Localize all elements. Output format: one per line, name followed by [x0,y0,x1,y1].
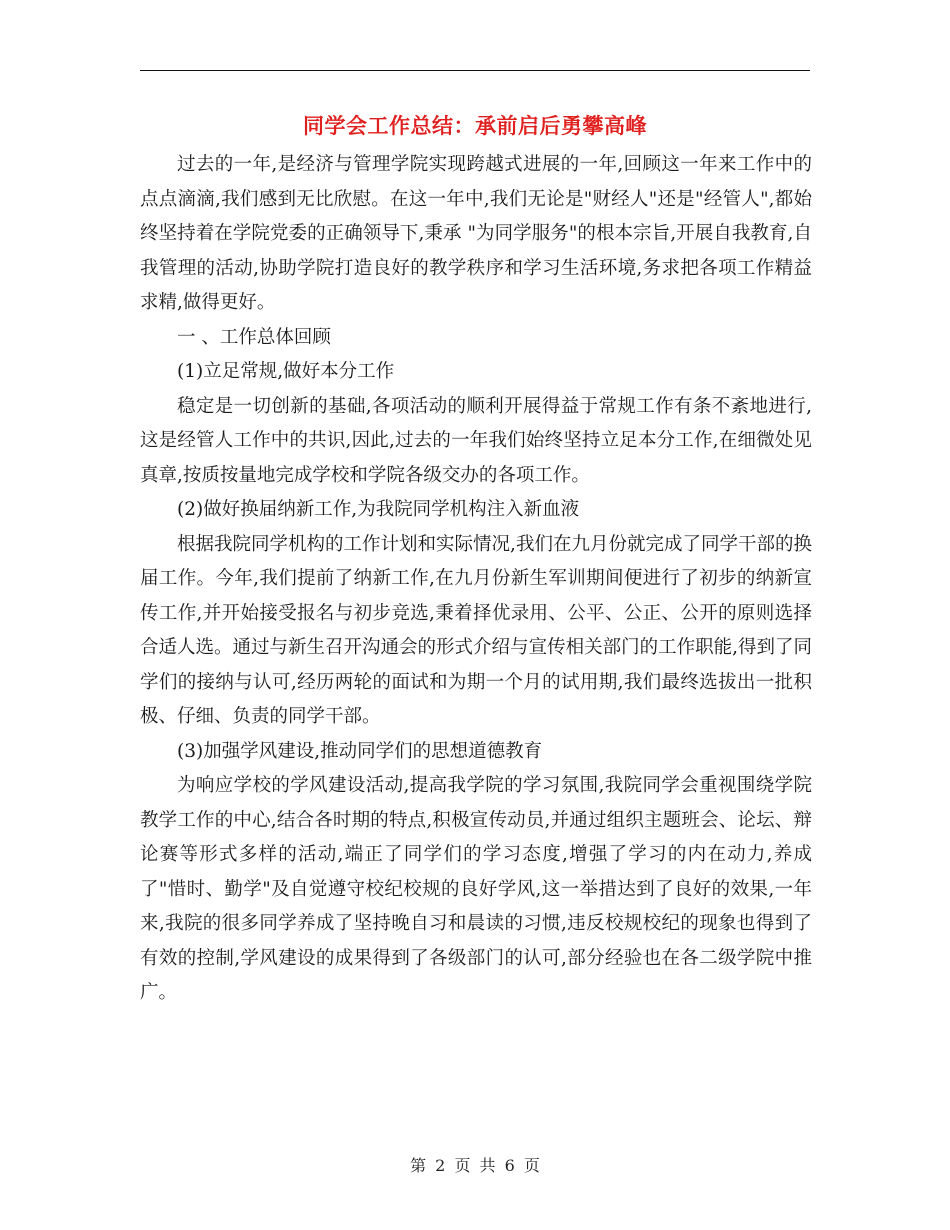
section-heading: 一 、工作总体回顾 [177,326,331,348]
document-title: 同学会工作总结：承前启后勇攀高峰 [303,113,647,138]
subheading-2: (2)做好换届纳新工作,为我院同学机构注入新血液 [177,499,580,520]
subheading-1: (1)立足常规,做好本分工作 [177,361,395,382]
paragraph-1: 稳定是一切创新的基础,各项活动的顺利开展得益于常规工作有条不紊地进行,这是经管人工作中的共识,因此,过去的一年我们始终坚持立足本分工作,在细微处见真章,按质按量地完成学校和学院各级交办的各项工作。 [140,395,812,486]
paragraph-3: 为响应学校的学风建设活动,提高我学院的学习氛围,我院同学会重视围绕学院教学工作的中心,结合各时期的特点,积极宣传动员,并通过组织主题班会、论坛、辩论赛等形式多样的活动,端正了同学们的学习态度,增强了学习的内在动力,养成了"惜时、勤学"及自觉遵守校纪校规的良好学风,这一举措达到了良好的效果,一年来,我院的很多同学养成了坚持晚自习和晨读的习惯,违反校规校纪的现象也得到了有效的控制,学风建设的成果得到了各级部门的认可,部分经验也在各二级学院中推广。 [140,775,812,1003]
page-footer: 第 2 页 共 6 页 [410,1156,540,1175]
paragraph-2: 根据我院同学机构的工作计划和实际情况,我们在九月份就完成了同学干部的换届工作。今年,我们提前了纳新工作,在九月份新生军训期间便进行了初步的纳新宣传工作,并开始接受报名与初步竞选,秉着择优录用、公平、公正、公开的原则选择合适人选。通过与新生召开沟通会的形式介绍与宣传相关部门的工作职能,得到了同学们的接纳与认可,经历两轮的面试和为期一个月的试用期,我们最终选拔出一批积极、仔细、负责的同学干部。 [140,533,812,727]
subheading-3: (3)加强学风建设,推动同学们的思想道德教育 [177,740,543,762]
document-body [140,148,812,1011]
header-rule [140,70,810,71]
paragraph-intro: 过去的一年,是经济与管理学院实现跨越式进展的一年,回顾这一年来工作中的点点滴滴,我们感到无比欣慰。在这一年中,我们无论是"财经人"还是"经管人",都始终坚持着在学院党委的正确领导下,秉承 "为同学服务"的根本宗旨,开展自我教育,自我管理的活动,协助学院打造良好的教学秩序和学习生活环境,务求把各项工作精益求精,做得更好。 [140,154,812,313]
